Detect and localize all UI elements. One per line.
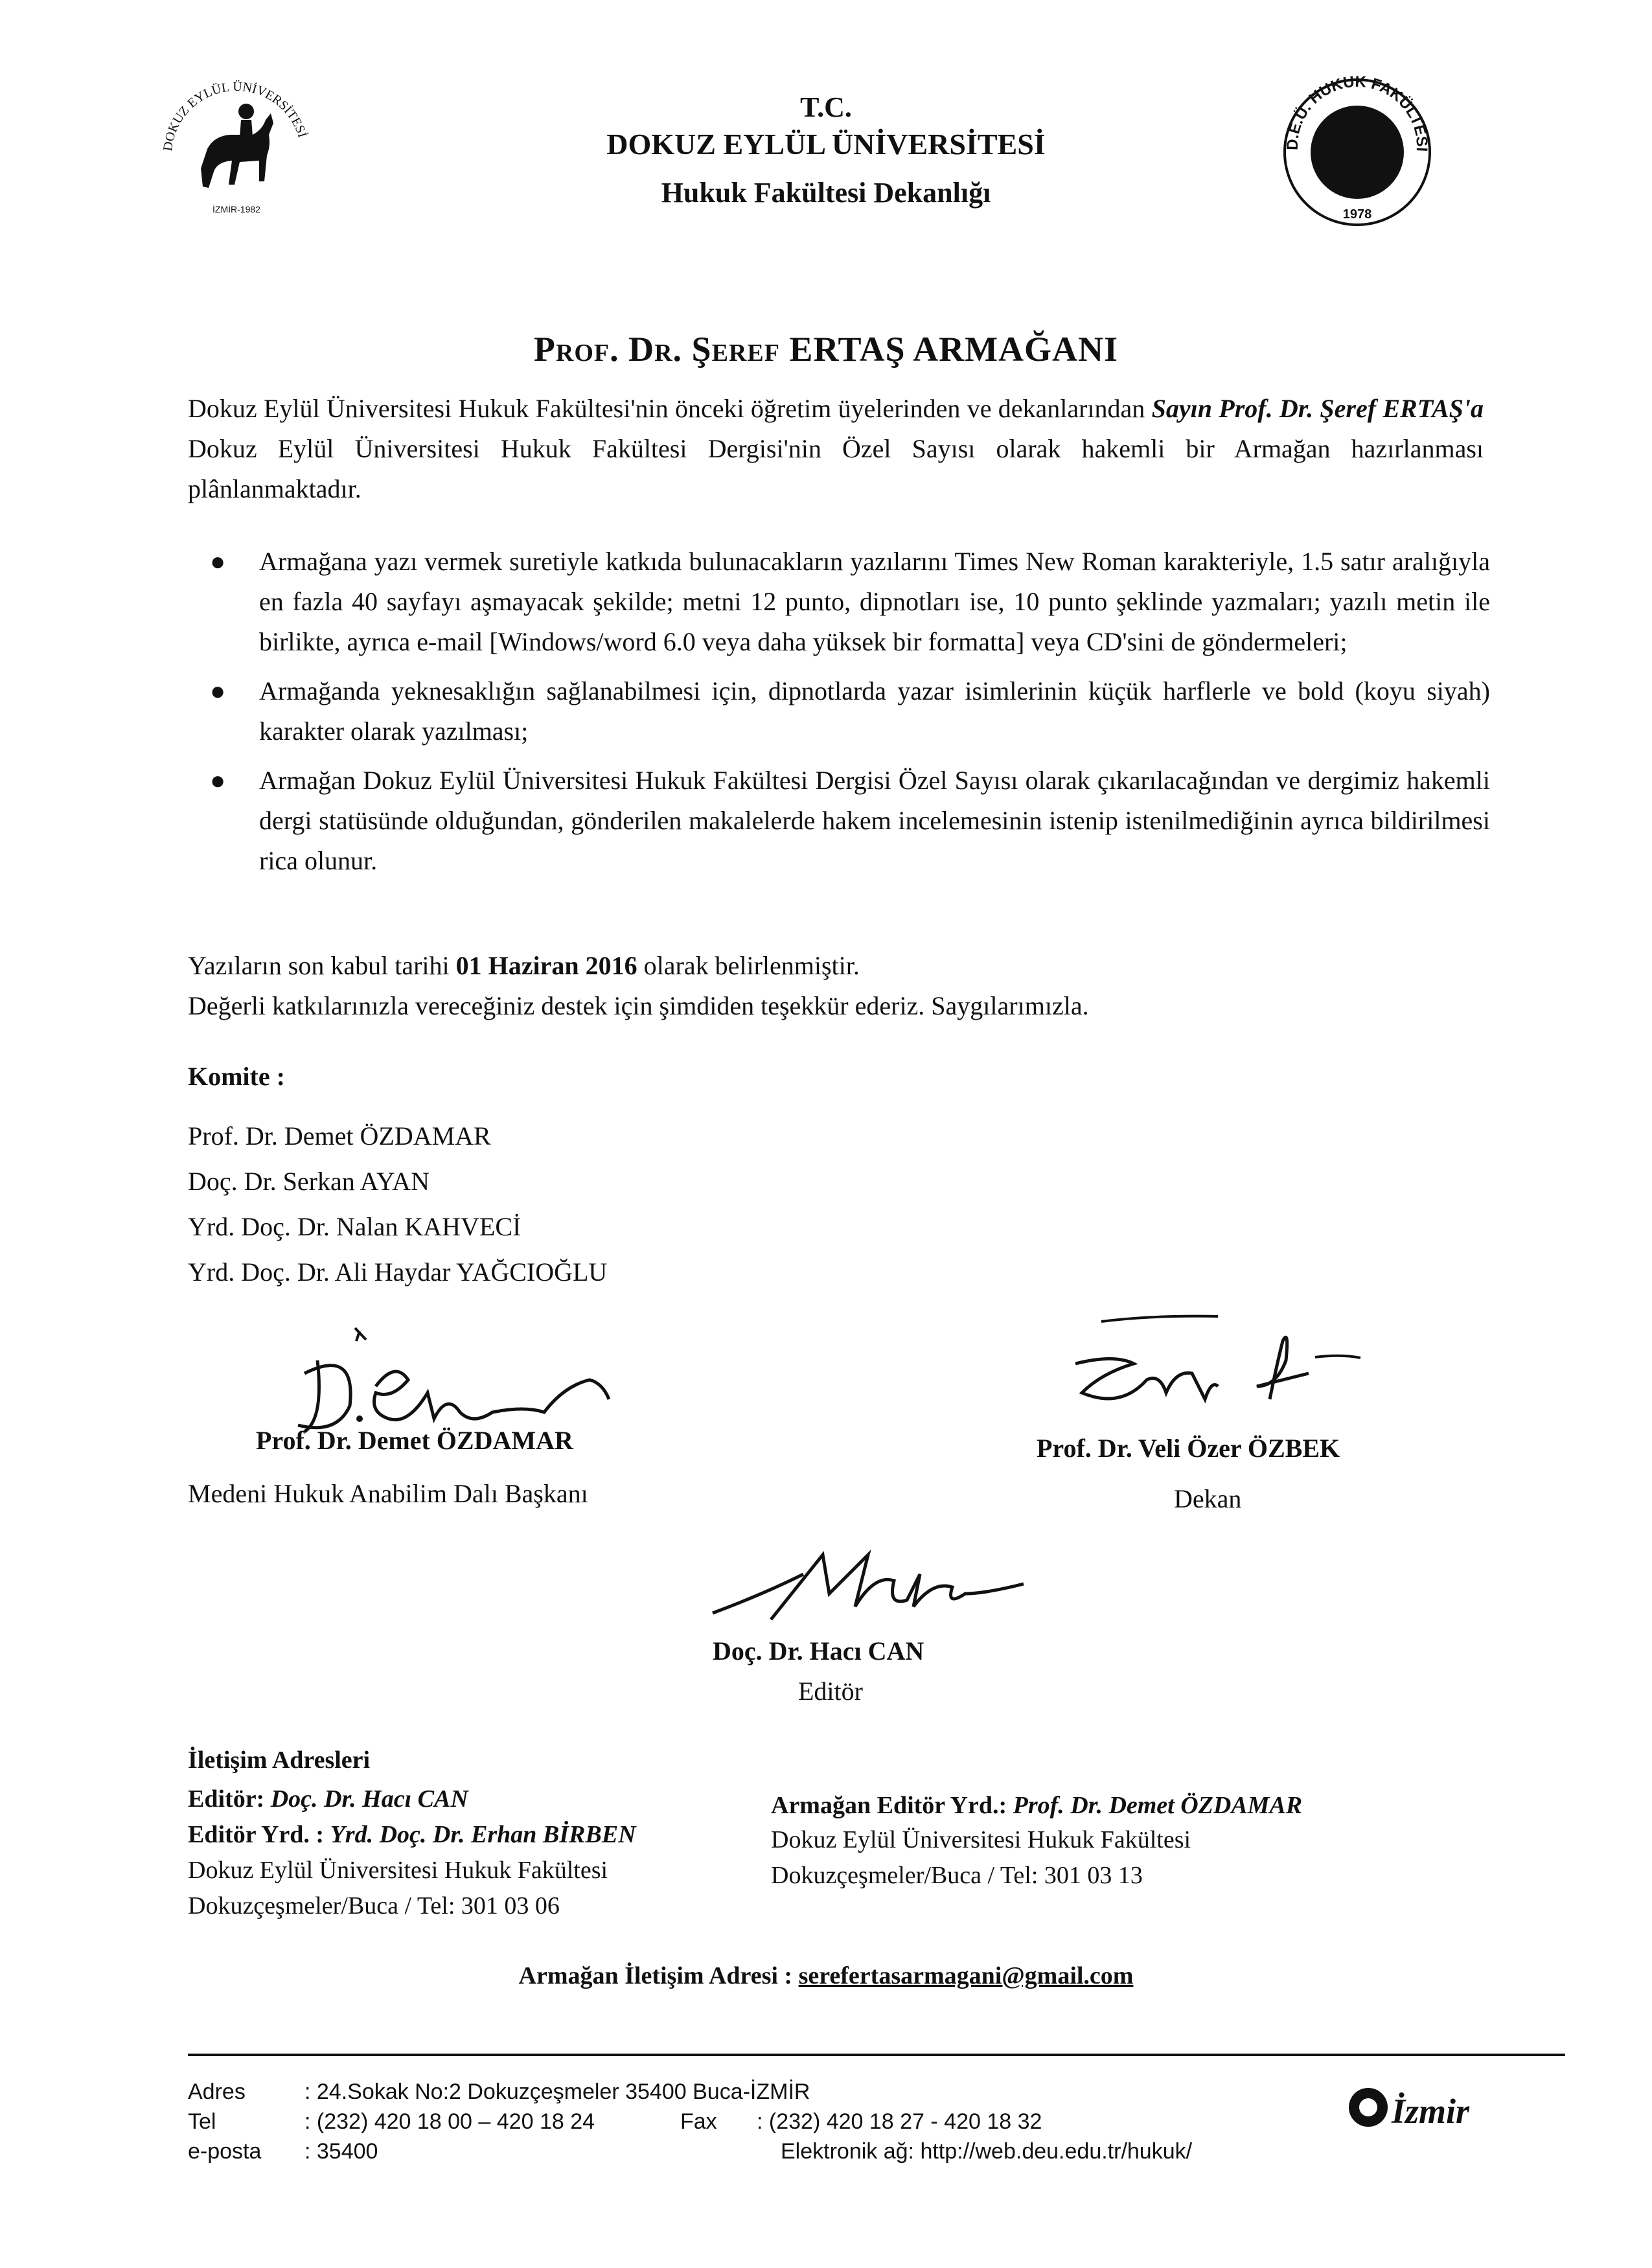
intro-part2: Dokuz Eylül Üniversitesi Hukuk Fakültesi Dergisi'nin Özel Sayısı olarak hakemli bir Armağan hazırlanması plânlanmaktadır. (188, 434, 1484, 503)
izmir-logo-text: İzmir (1392, 2092, 1470, 2131)
signature-right-role: Dekan (1174, 1484, 1242, 1513)
requirements-list (210, 542, 1490, 890)
document-title: Prof. Dr. Şeref ERTAŞ ARMAĞANI (533, 330, 1119, 369)
committee-member: Prof. Dr. Demet ÖZDAMAR (188, 1121, 491, 1151)
signature-center-role: Editör (798, 1677, 863, 1706)
signature-center-image (700, 1535, 1062, 1639)
signature-left-role: Medeni Hukuk Anabilim Dalı Başkanı (188, 1479, 588, 1508)
footer-adres-label: Adres (188, 2079, 246, 2104)
list-item: ● Armağanda yeknesaklığın sağlanabilmesi için, dipnotlarda yazar isimlerinin küçük harflerle ve bold (koyu siyah) karakter olarak yazılması; (259, 671, 1490, 751)
footer-web-line: Elektronik ağ: http://web.deu.edu.tr/hukuk/ (781, 2139, 1193, 2164)
list-item: ● Armağan Dokuz Eylül Üniversitesi Hukuk Fakültesi Dergisi Özel Sayısı olarak çıkarılacağından ve dergimiz hakemli dergi statüsünde olduğundan, gönderilen makalelerde hakem incelemesinin istenip istenilmediğinin ayrıca bildirilmesi rica olunur. (259, 761, 1490, 881)
logo-bottom-text: İZMİR-1982 (212, 204, 260, 214)
thanks-line: Değerli katkılarınızla vereceğiniz destek için şimdiden teşekkür ederiz. Saygılarımızla. (188, 991, 1089, 1020)
committee-member: Doç. Dr. Serkan AYAN (188, 1167, 430, 1196)
list-item: ● Armağana yazı vermek suretiyle katkıda bulunacakların yazılarını Times New Roman karakteriyle, 1.5 satır aralığıyla en fazla 40 sayfayı aşmayacak şekilde; metni 12 punto, dipnotları ise, 10 punto şeklinde yazmaları; yazılı metin ile birlikte, ayrıca e-mail [Windows/word 6.0 veya daha yüksek bir formatta] veya CD'sini de göndermeleri; (259, 542, 1490, 662)
footer-fax-label: Fax (680, 2109, 717, 2134)
footer-eposta: : 35400 (304, 2139, 378, 2164)
intro-honoree: Sayın Prof. Dr. Şeref ERTAŞ'a (1151, 394, 1484, 423)
footer-web-link[interactable]: http://web.deu.edu.tr/hukuk/ (920, 2139, 1193, 2164)
footer-fax: : (232) 420 18 27 - 420 18 32 (757, 2109, 1042, 2134)
header-tc: T.C. (800, 91, 852, 123)
footer-tel: : (232) 420 18 00 – 420 18 24 (304, 2109, 595, 2134)
intro-paragraph (188, 389, 1484, 509)
editor-line: Editör: Doç. Dr. Hacı CAN (188, 1785, 468, 1813)
footer-tel-label: Tel (188, 2109, 216, 2134)
bullet-dot: ● (210, 766, 226, 795)
gift-editor-line: Armağan Editör Yrd.: Prof. Dr. Demet ÖZDAMAR (771, 1792, 1303, 1819)
seal-year: 1978 (1342, 207, 1372, 222)
signature-right-name: Prof. Dr. Veli Özer ÖZBEK (1037, 1434, 1340, 1463)
committee-label: Komite : (188, 1062, 285, 1091)
footer-adres: : 24.Sokak No:2 Dokuzçeşmeler 35400 Buca-İZMİR (304, 2079, 810, 2104)
izmir-logo (1341, 2076, 1497, 2148)
committee-member: Yrd. Doç. Dr. Nalan KAHVECİ (188, 1212, 522, 1241)
deadline-date: 01 Haziran 2016 (455, 951, 637, 980)
right-address-2: Dokuzçeşmeler/Buca / Tel: 301 03 13 (771, 1862, 1143, 1889)
logo-arc-text: DOKUZ EYLÜL ÜNİVERSİTESİ (161, 79, 310, 152)
signature-center-name: Doç. Dr. Hacı CAN (713, 1636, 924, 1666)
right-address-1: Dokuz Eylül Üniversitesi Hukuk Fakültesi (771, 1826, 1191, 1853)
signature-left-name: Prof. Dr. Demet ÖZDAMAR (256, 1426, 573, 1455)
assistant-editor-line: Editör Yrd. : Yrd. Doç. Dr. Erhan BİRBEN (188, 1821, 636, 1848)
header-university: DOKUZ EYLÜL ÜNİVERSİTESİ (606, 128, 1046, 161)
header-faculty: Hukuk Fakültesi Dekanlığı (661, 177, 991, 209)
bullet-dot: ● (210, 547, 226, 576)
left-address-2: Dokuzçeşmeler/Buca / Tel: 301 03 06 (188, 1892, 560, 1919)
footer-divider (188, 2054, 1565, 2056)
contacts-heading: İletişim Adresleri (188, 1747, 371, 1774)
signature-right-image (1062, 1302, 1425, 1432)
email-link[interactable]: serefertasarmagani@gmail.com (798, 1962, 1134, 1989)
bullet-dot: ● (210, 676, 226, 705)
footer-eposta-label: e-posta (188, 2139, 262, 2164)
left-address-1: Dokuz Eylül Üniversitesi Hukuk Fakültesi (188, 1857, 608, 1884)
deadline-line: Yazıların son kabul tarihi 01 Haziran 2016 olarak belirlenmiştir. (188, 951, 860, 980)
seal-arc-text: D.E.Ü. HUKUK FAKÜLTESİ (1283, 74, 1431, 152)
intro-part1: Dokuz Eylül Üniversitesi Hukuk Fakültesi'nin önceki öğretim üyelerinden ve dekanlarından (188, 394, 1152, 423)
email-line: Armağan İletişim Adresi : serefertasarmagani@gmail.com (518, 1962, 1134, 1989)
committee-member: Yrd. Doç. Dr. Ali Haydar YAĞCIOĞLU (188, 1257, 608, 1287)
